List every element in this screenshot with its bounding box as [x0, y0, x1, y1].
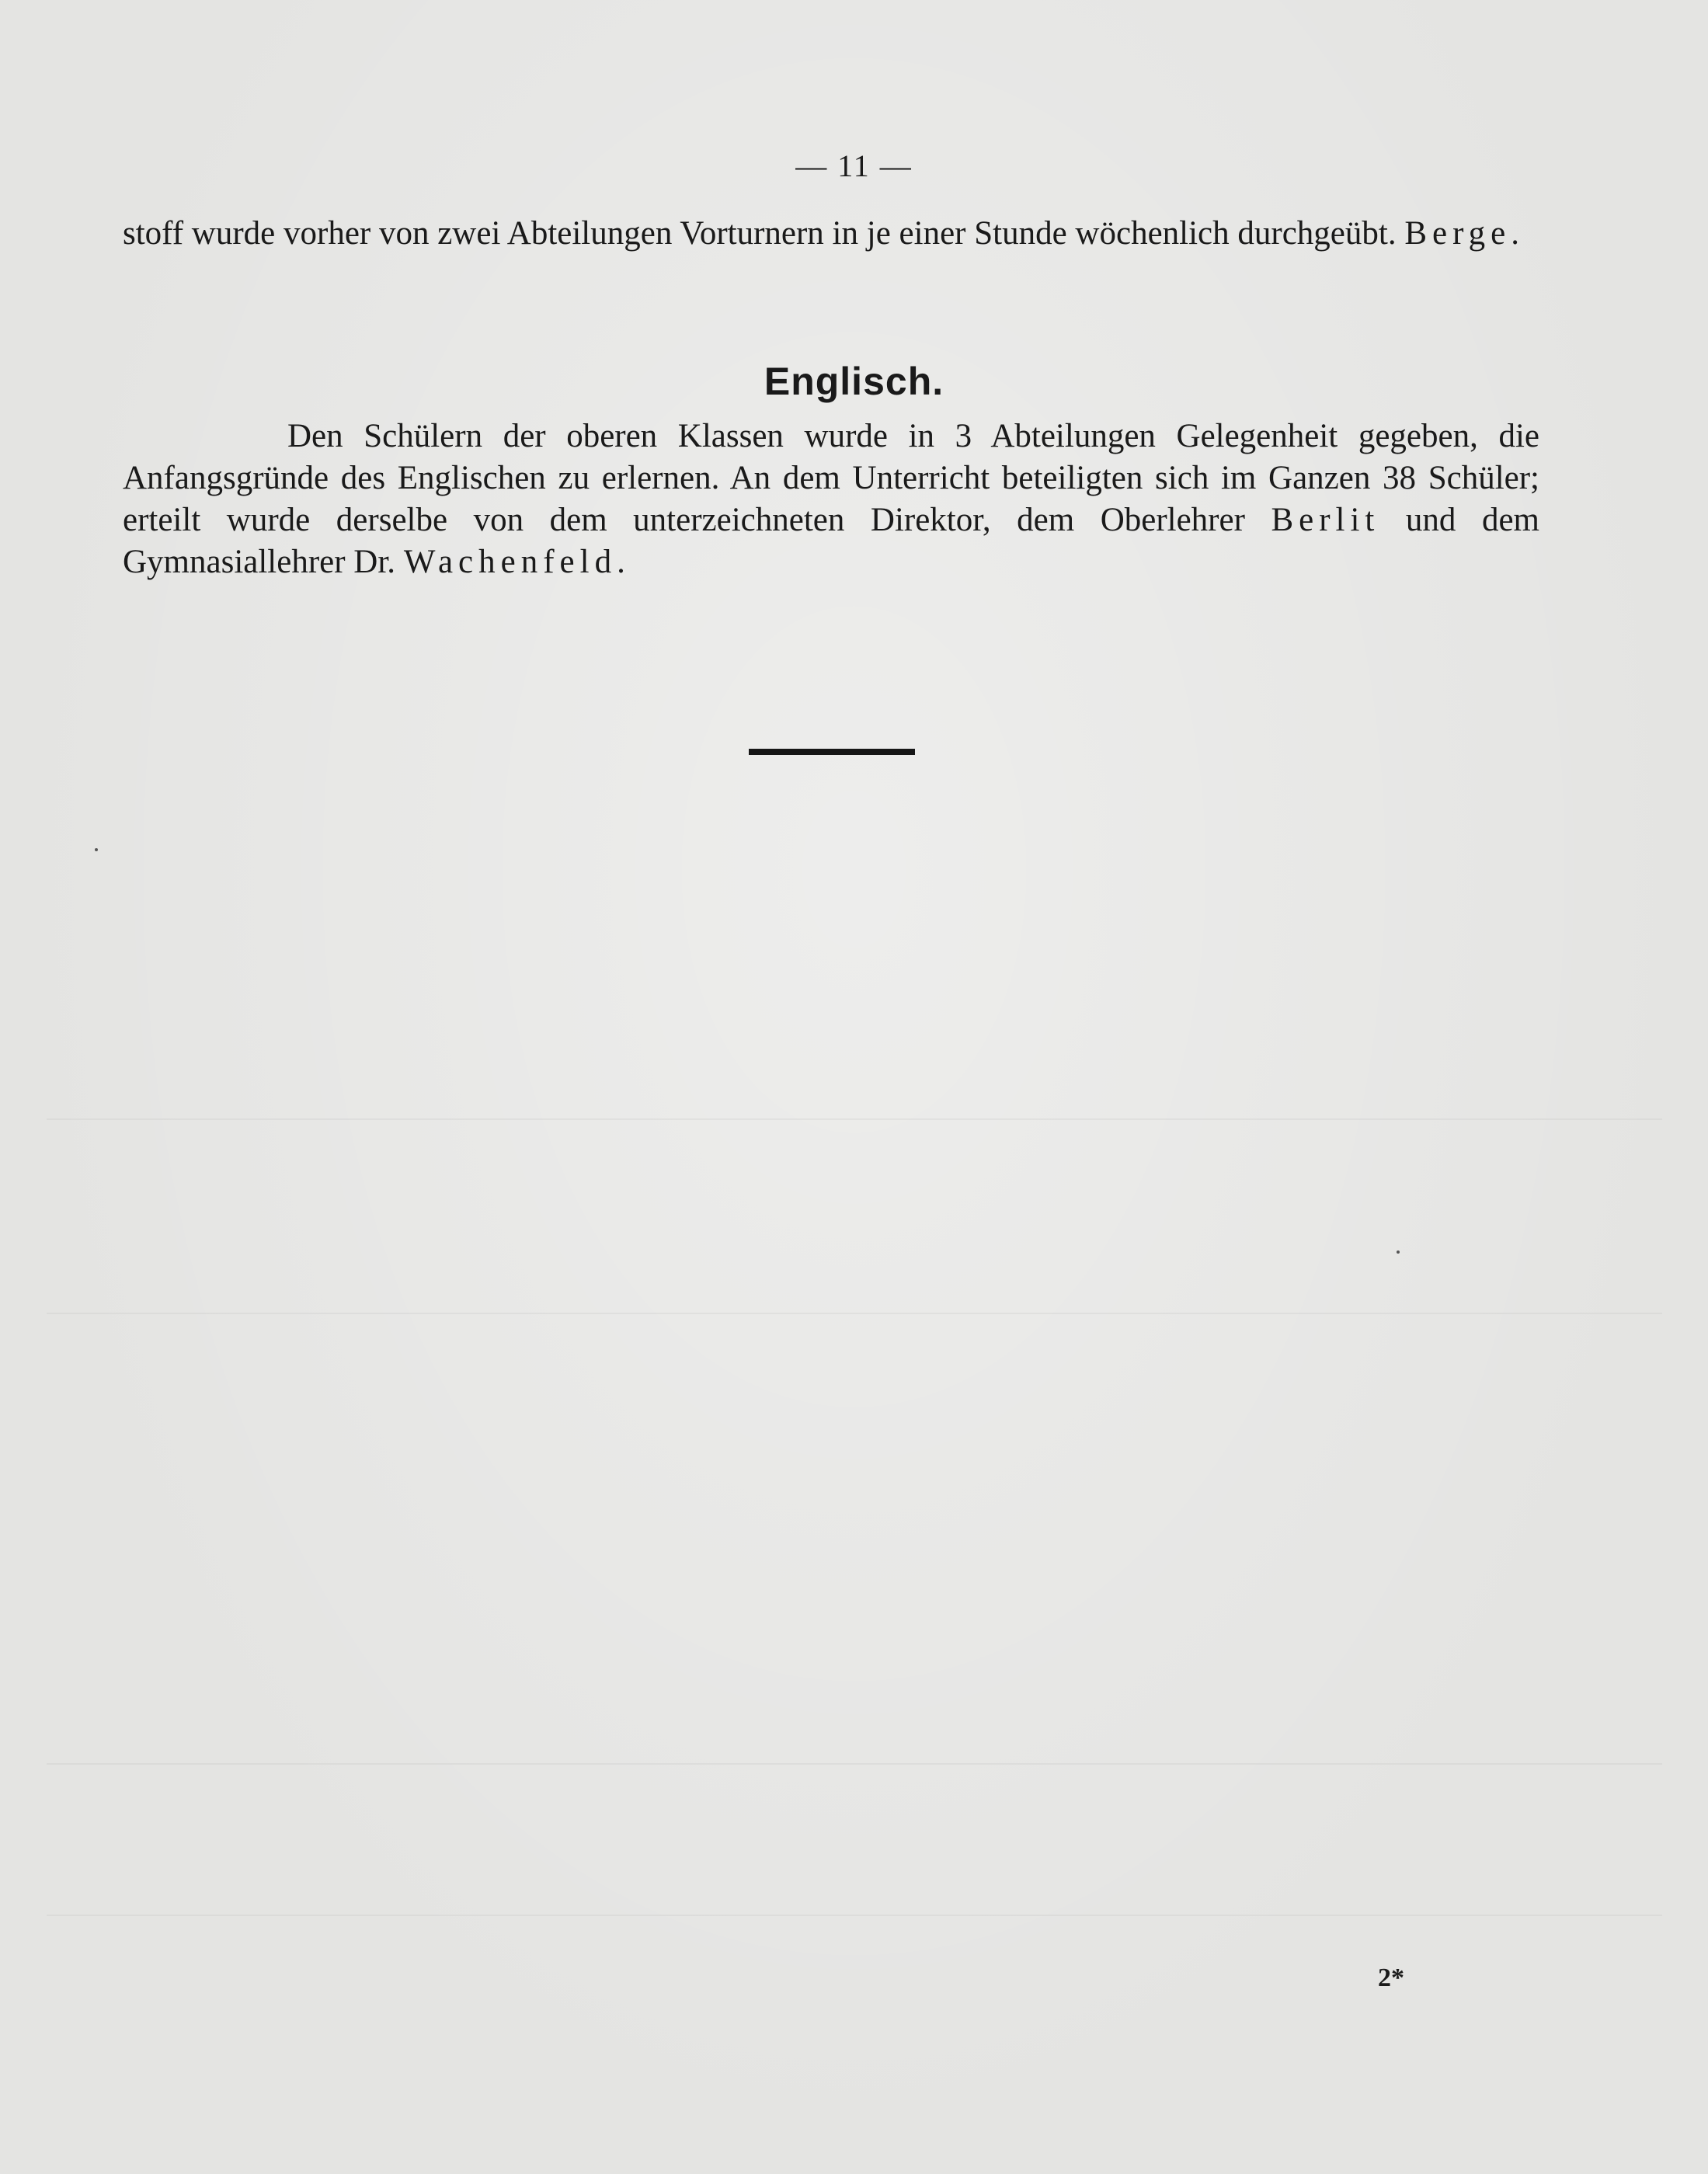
teacher-name-wachenfeld: Wachenfeld [403, 544, 617, 580]
bleed-through-line [47, 1118, 1662, 1120]
paper-speck [95, 848, 98, 851]
bleed-through-line [47, 1313, 1662, 1314]
section-heading: Englisch. [764, 360, 944, 403]
paragraph-text-end: . [617, 544, 625, 580]
paragraph-text: Den Schülern der oberen Klassen wurde in 3 Abteilungen Gelegenheit gegeben, die Anfangsgründe des Englischen zu erlernen. An dem Unterricht beteiligten sich im Ganzen 38 Schüler; erteilt wurde derselbe von dem unterzeichneten Direktor, dem Oberlehrer [123, 418, 1539, 538]
section-paragraph [123, 416, 1539, 583]
paragraph-text: und dem Gymnasiallehrer Dr. [123, 502, 1539, 580]
bleed-through-line [47, 1915, 1662, 1916]
paper-speck [1397, 1250, 1400, 1254]
section-end-rule [749, 749, 915, 755]
page-number: — 11 — [795, 148, 913, 183]
continued-text-end: . [1511, 215, 1519, 252]
continued-paragraph [123, 213, 1539, 255]
teacher-name-berlit: Berlit [1271, 502, 1380, 538]
bleed-through-line [47, 1763, 1662, 1765]
signature-mark: 2* [1378, 1964, 1404, 1992]
author-name: Berge [1404, 215, 1511, 252]
continued-text: stoff wurde vorher von zwei Abteilungen Vorturnern in je einer Stunde wöchenlich durchgeübt. [123, 215, 1405, 252]
